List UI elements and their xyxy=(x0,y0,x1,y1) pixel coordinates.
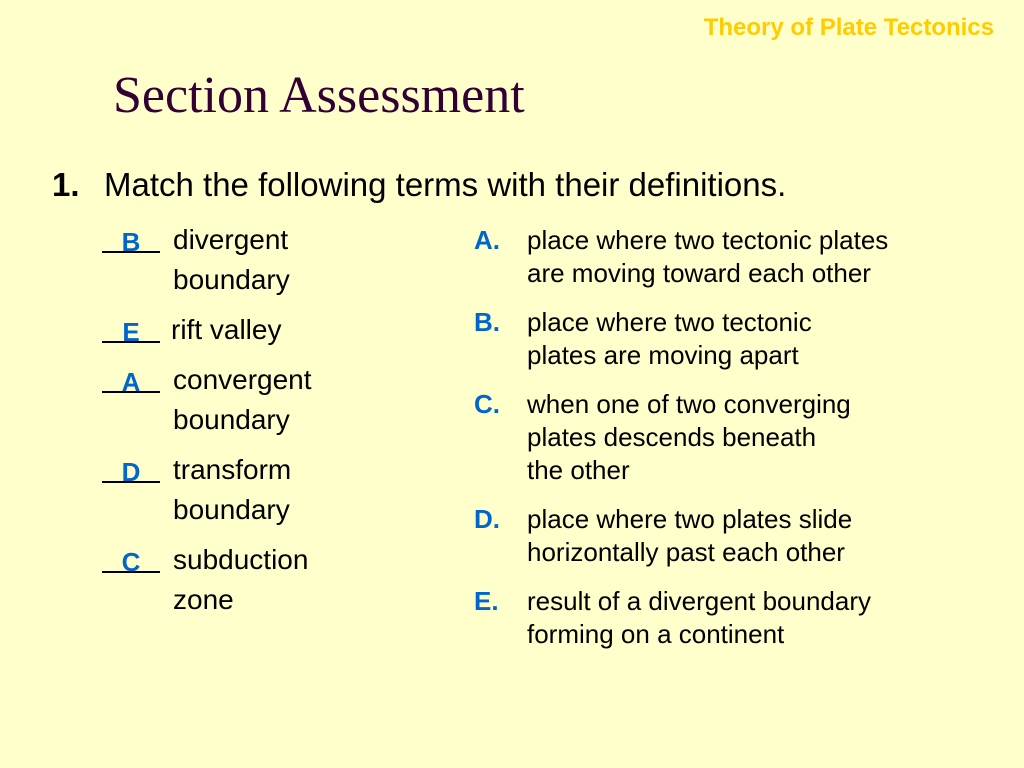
definition-letter: C. xyxy=(474,389,500,419)
answer-blank[interactable] xyxy=(102,220,160,260)
definition-letter: D. xyxy=(474,504,500,534)
term-item-rift-valley xyxy=(100,310,430,350)
definition-item-c xyxy=(474,388,994,487)
term-text-line1: subduction xyxy=(173,544,309,575)
answer-blank[interactable] xyxy=(102,450,160,490)
answer-blank[interactable] xyxy=(102,540,160,580)
definition-line1: place where two plates slide xyxy=(527,504,853,534)
term-text-line1: divergent xyxy=(173,224,289,255)
slide-title: Section Assessment xyxy=(113,67,525,124)
term-item-subduction-zone xyxy=(100,540,430,620)
question-prompt xyxy=(52,166,786,204)
term-text-line2: boundary xyxy=(173,494,290,525)
definition-line1: place where two tectonic xyxy=(527,307,812,337)
definition-letter: B. xyxy=(474,307,500,337)
term-item-convergent-boundary xyxy=(100,360,430,440)
answer-letter: C xyxy=(121,547,141,577)
definition-line3: the other xyxy=(527,455,630,485)
definition-item-a xyxy=(474,224,994,290)
answer-letter: B xyxy=(121,227,141,257)
definition-line1: place where two tectonic plates xyxy=(527,225,889,255)
question-number: 1. xyxy=(52,166,80,203)
terms-list xyxy=(100,220,430,630)
term-text-line1: transform xyxy=(173,454,292,485)
definition-letter: E. xyxy=(474,586,499,616)
term-text-line2: boundary xyxy=(173,404,290,435)
topic-label: Theory of Plate Tectonics xyxy=(703,14,994,41)
definition-line1: result of a divergent boundary xyxy=(527,586,871,616)
term-text-line2: boundary xyxy=(173,264,290,295)
definition-letter: A. xyxy=(474,225,500,255)
answer-blank[interactable] xyxy=(102,360,160,400)
definition-item-b xyxy=(474,306,994,372)
definition-line2: forming on a continent xyxy=(527,619,785,649)
term-item-divergent-boundary xyxy=(100,220,430,300)
definitions-list xyxy=(474,224,994,667)
term-text-line1: convergent xyxy=(173,364,312,395)
definition-line2: plates descends beneath xyxy=(527,422,817,452)
definition-line2: plates are moving apart xyxy=(527,340,799,370)
term-text-line2: zone xyxy=(173,584,234,615)
definition-line2: are moving toward each other xyxy=(527,258,871,288)
question-text: Match the following terms with their definitions. xyxy=(104,166,787,203)
answer-letter: E xyxy=(122,317,140,347)
definition-item-d xyxy=(474,503,994,569)
answer-letter: A xyxy=(121,367,141,397)
answer-blank[interactable] xyxy=(102,310,160,350)
term-text-line1: rift valley xyxy=(171,314,282,345)
definition-item-e xyxy=(474,585,994,651)
definition-line2: horizontally past each other xyxy=(527,537,845,567)
definition-line1: when one of two converging xyxy=(527,389,851,419)
term-item-transform-boundary xyxy=(100,450,430,530)
answer-letter: D xyxy=(121,457,141,487)
